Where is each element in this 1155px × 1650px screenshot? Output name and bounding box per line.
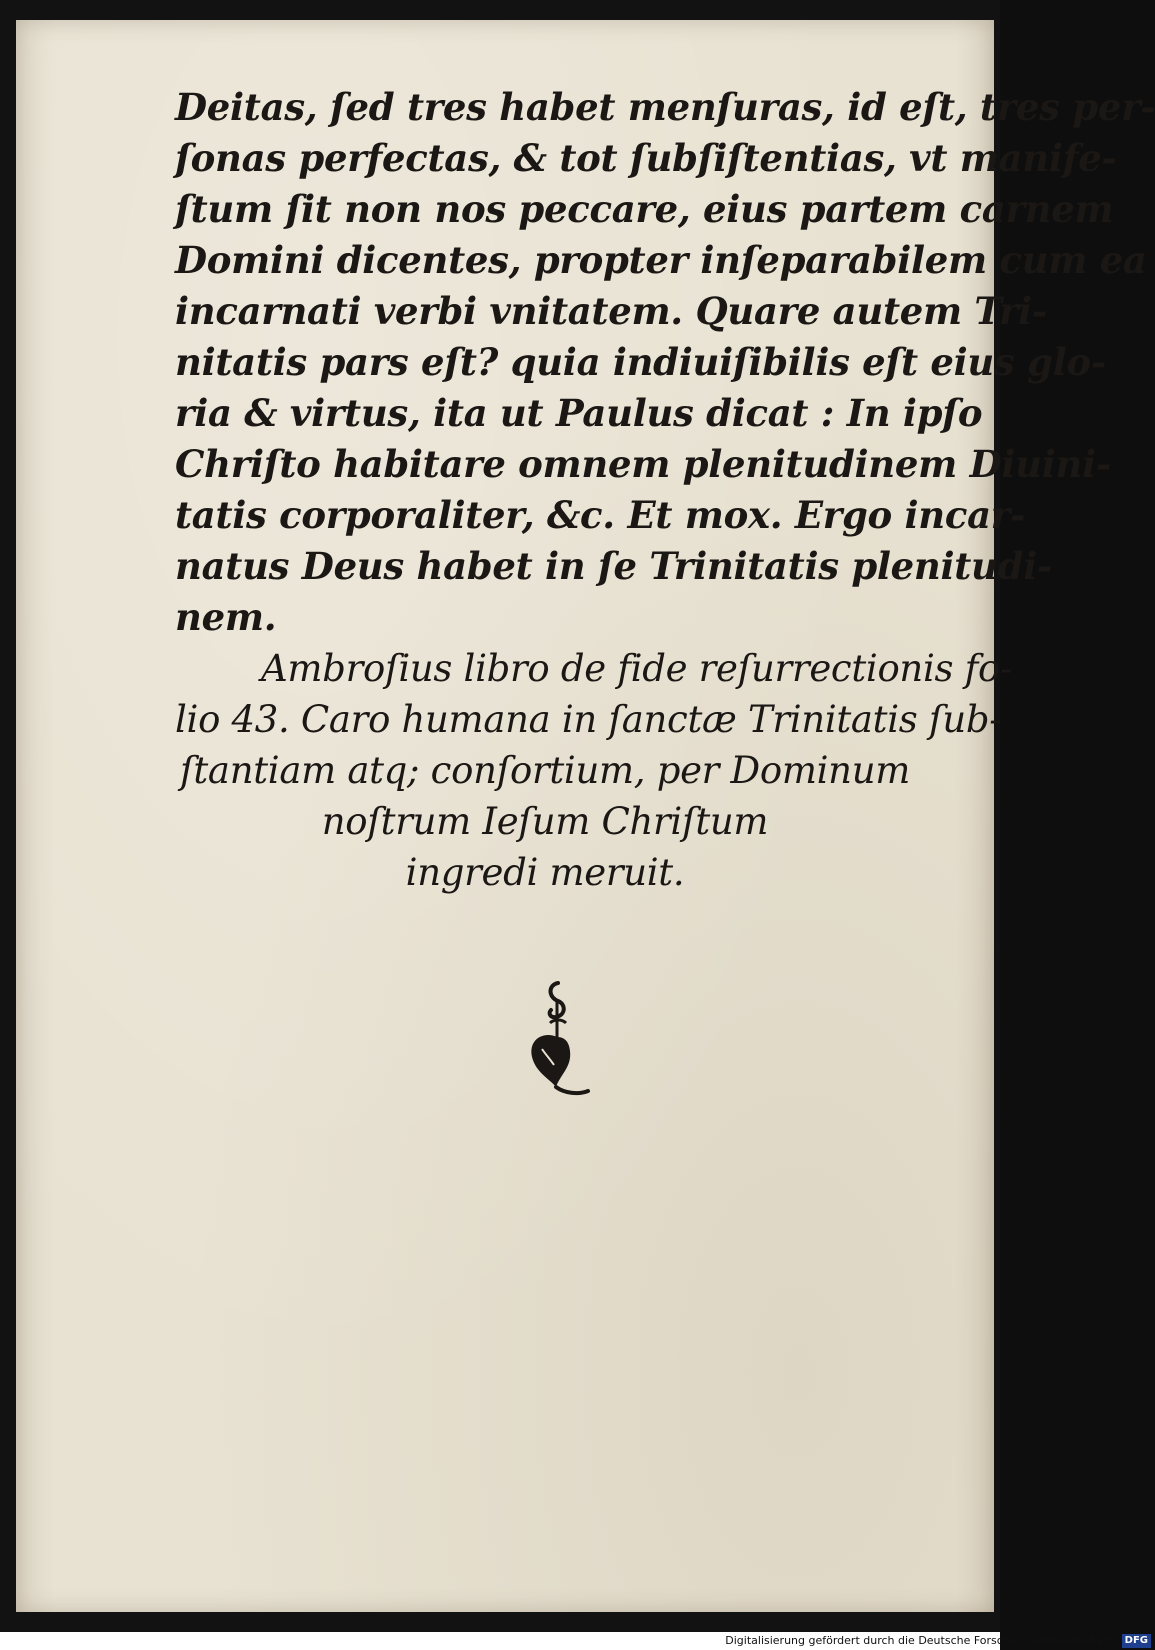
- text-line: Chriſto habitare omnem plenitudinem Diuini-: [175, 442, 1111, 486]
- text-line: ria & virtus, ita ut Paulus dicat : In ipſo: [175, 391, 983, 435]
- quote-line: ſtantiam atq; conſortium, per Dominum: [179, 749, 911, 792]
- text-line: natus Deus habet in ſe Trinitatis plenitudi-: [175, 544, 1053, 588]
- quote-line: noſtrum Ieſum Chriſtum: [321, 800, 769, 843]
- footer-credit: [725, 1633, 1151, 1649]
- main-text-block: [175, 82, 1155, 898]
- text-line: incarnati verbi vnitatem. Quare autem Tri-: [175, 289, 1047, 333]
- footer-credit-text: Digitalisierung gefördert durch die Deutsche Forschungsgemeinschaft -: [725, 1634, 1119, 1647]
- dfg-logo-icon: DFG: [1122, 1634, 1151, 1648]
- fleuron-ornament-icon: [520, 975, 600, 1115]
- quote-line: lio 43. Caro humana in ſanctæ Trinitatis ſub-: [175, 698, 1002, 741]
- text-line: Domini dicentes, propter inſeparabilem cum ea: [175, 238, 1147, 282]
- quote-line: ingredi meruit.: [405, 851, 685, 894]
- quote-line: Ambroſius libro de fide reſurrectionis fo-: [261, 647, 1013, 690]
- text-line: ſtum ſit non nos peccare, eius partem carnem: [175, 187, 1114, 231]
- text-line: ſonas perfectas, & tot ſubſiſtentias, vt manife-: [175, 136, 1117, 180]
- text-line: Deitas, ſed tres habet menſuras, id eſt, tres per-: [175, 85, 1155, 129]
- text-line: nitatis pars eſt? quia indiuiſibilis eſt eius glo-: [175, 340, 1106, 384]
- text-line: nem.: [175, 595, 277, 639]
- text-line: tatis corporaliter, &c. Et mox. Ergo incar-: [175, 493, 1026, 537]
